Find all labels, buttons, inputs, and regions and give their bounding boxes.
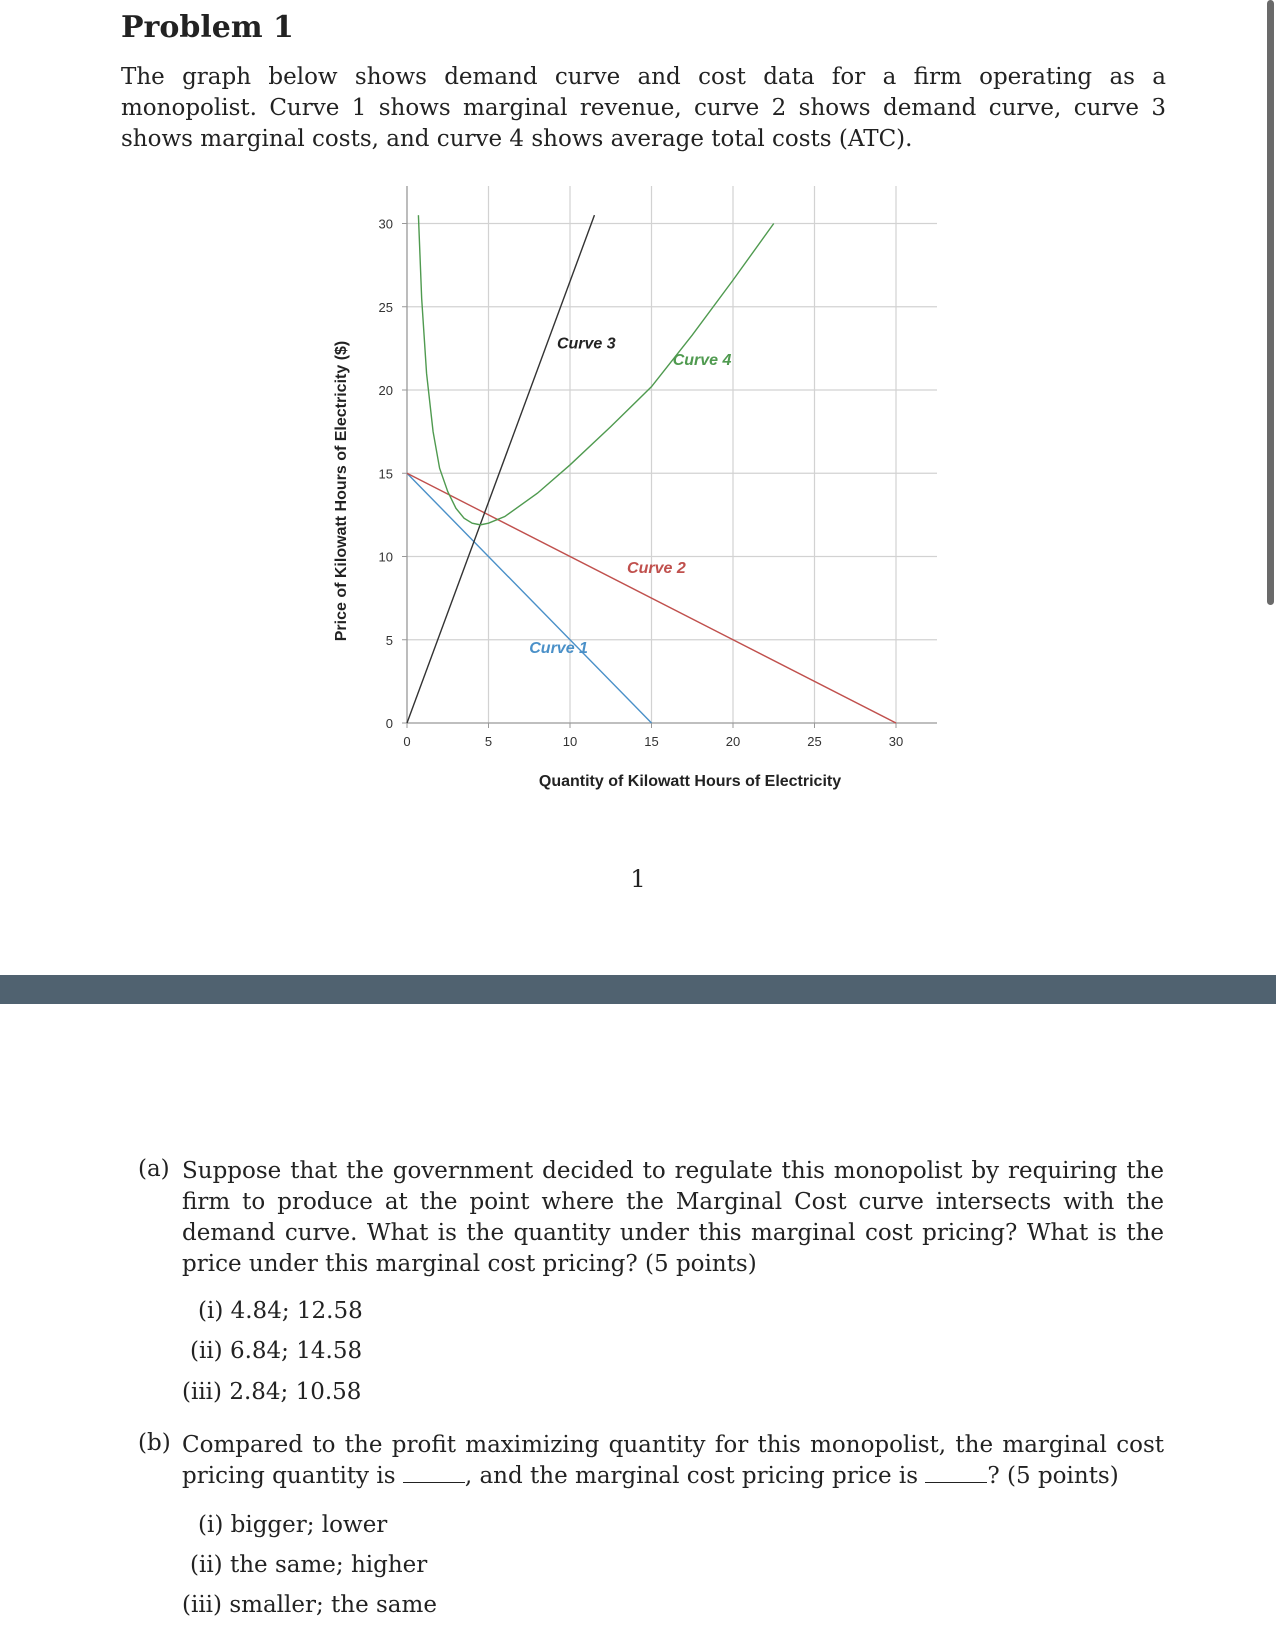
x-tick-label-30: 30 (888, 734, 904, 749)
page-number: 1 (630, 865, 646, 893)
x-tick-label-25: 25 (807, 734, 822, 749)
blank-price[interactable] (925, 1481, 987, 1483)
x-axis-label: Quantity of Kilowatt Hours of Electricity (538, 773, 842, 790)
page-divider (0, 975, 1276, 1004)
problem-title: Problem 1 (121, 10, 294, 45)
y-tick-label-30: 30 (378, 216, 393, 232)
option-b-iii[interactable]: (iii) smaller; the same (182, 1592, 437, 1618)
y-tick-label-20: 20 (378, 383, 393, 398)
y-tick-label-0: 0 (385, 716, 393, 731)
option-a-i[interactable]: (i) 4.84; 12.58 (198, 1298, 363, 1324)
cost-demand-chart (0, 0, 1000, 800)
x-tick-label-20: 20 (725, 734, 741, 749)
y-tick-label-15: 15 (378, 466, 393, 482)
option-a-iii[interactable]: (iii) 2.84; 10.58 (182, 1379, 362, 1405)
option-a-ii[interactable]: (ii) 6.84; 14.58 (190, 1338, 363, 1364)
question-a-label: (a) (138, 1156, 170, 1182)
problem-intro: The graph below shows demand curve and cost data for a firm operating as a monopolist. Curve 1 shows marginal revenue, curve 2 shows demand curve, curve 3 shows marginal costs, and curve 4 shows average total costs (ATC). (121, 64, 1166, 152)
x-tick-label-5: 5 (484, 734, 493, 749)
series-line-curve-4 (418, 215, 773, 525)
x-tick-label-0: 0 (403, 734, 411, 749)
option-b-ii[interactable]: (ii) the same; higher (190, 1552, 428, 1578)
x-tick-label-15: 15 (644, 734, 659, 749)
question-a-text: Suppose that the government decided to regulate this monopolist by requiring the firm to produce at the point where the Marginal Cost curve intersects with the demand curve. What is the quantity under this marginal cost pricing? What is the price under this marginal cost pricing? (5 points) (182, 1158, 1164, 1277)
blank-quantity[interactable] (403, 1481, 465, 1483)
question-b-text: Compared to the profit maximizing quantity for this monopolist, the marginal cost pricing quantity is , and the marginal cost pricing price is ? (5 points) (182, 1432, 1164, 1489)
curve-label-curve-1: Curve 1 (529, 640, 588, 658)
curve-label-curve-2: Curve 2 (627, 560, 686, 578)
scrollbar-thumb[interactable] (1267, 0, 1274, 605)
question-b-label: (b) (138, 1430, 171, 1456)
curve-label-curve-4: Curve 4 (672, 352, 732, 370)
y-tick-label-10: 10 (378, 549, 393, 565)
series-line-curve-1 (407, 473, 652, 723)
y-axis-label: Price of Kilowatt Hours of Electricity ($) (333, 340, 350, 642)
y-tick-label-5: 5 (385, 632, 393, 648)
x-tick-label-10: 10 (562, 734, 578, 749)
curve-label-curve-3: Curve 3 (556, 335, 616, 353)
y-tick-label-25: 25 (378, 299, 393, 315)
option-b-i[interactable]: (i) bigger; lower (198, 1512, 388, 1538)
